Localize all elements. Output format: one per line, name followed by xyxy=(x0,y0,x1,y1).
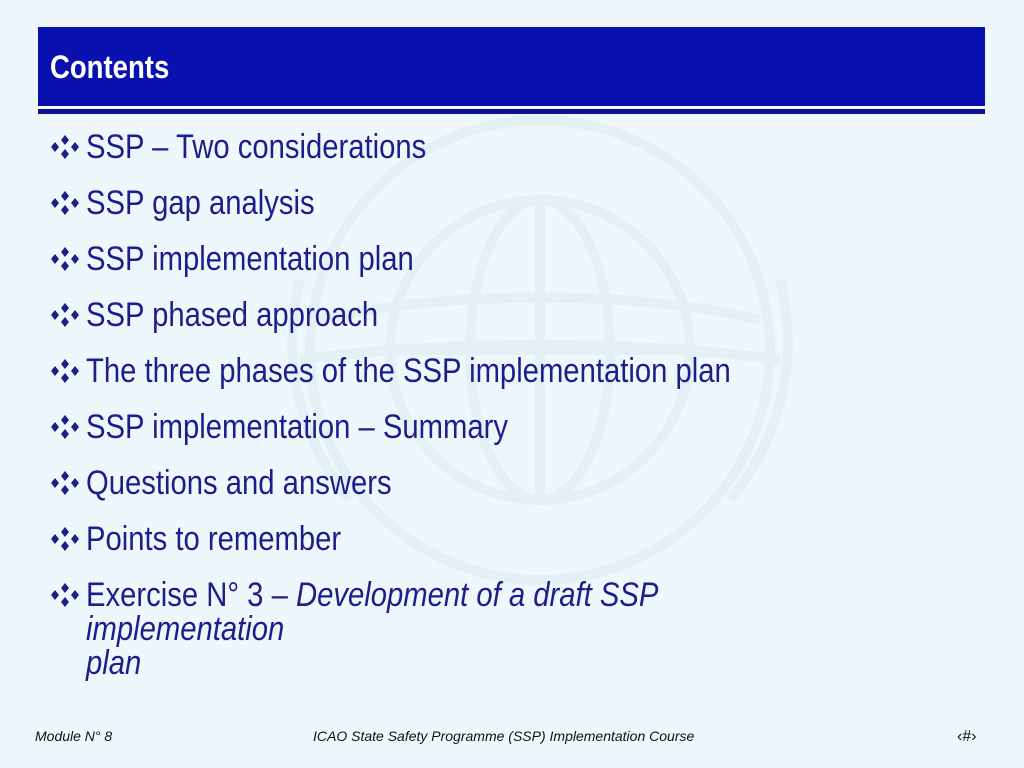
slide-title: Contents xyxy=(50,49,170,85)
list-item-text: The three phases of the SSP implementation plan xyxy=(86,352,731,390)
list-item-text: SSP phased approach xyxy=(86,296,379,334)
diamond-cluster-icon xyxy=(50,130,86,166)
list-item xyxy=(50,298,980,354)
footer-page-number: ‹#› xyxy=(957,728,977,745)
diamond-cluster-icon xyxy=(50,410,86,446)
diamond-cluster-icon xyxy=(50,242,86,278)
exercise-prefix: Exercise N° 3 – xyxy=(86,576,296,614)
list-item-text: Points to remember xyxy=(86,520,342,558)
list-item-text: SSP gap analysis xyxy=(86,184,315,222)
diamond-cluster-icon xyxy=(50,466,86,502)
list-item xyxy=(50,130,980,186)
diamond-cluster-icon xyxy=(50,298,86,334)
list-item-text: SSP – Two considerations xyxy=(86,128,427,166)
diamond-cluster-icon xyxy=(50,578,86,614)
list-item-text: Questions and answers xyxy=(86,464,392,502)
list-item xyxy=(50,242,980,298)
list-item xyxy=(50,522,980,578)
list-item xyxy=(50,576,980,682)
footer-course: ICAO State Safety Programme (SSP) Implementation Course xyxy=(313,728,695,744)
list-item-text: SSP implementation – Summary xyxy=(86,408,509,446)
list-item-text: SSP implementation plan xyxy=(86,240,414,278)
diamond-cluster-icon xyxy=(50,186,86,222)
exercise-title-line1: Development of a draft SSP implementation xyxy=(86,576,658,648)
exercise-title-line2: plan xyxy=(86,644,142,682)
diamond-cluster-icon xyxy=(50,522,86,558)
list-item xyxy=(50,186,980,242)
list-item xyxy=(50,354,980,410)
footer-module: Module N° 8 xyxy=(35,728,113,744)
title-underline xyxy=(38,109,985,114)
title-bar xyxy=(38,27,985,108)
diamond-cluster-icon xyxy=(50,354,86,390)
list-item xyxy=(50,410,980,466)
list-item xyxy=(50,466,980,522)
list-item-text xyxy=(86,578,855,680)
contents-list xyxy=(50,128,980,682)
